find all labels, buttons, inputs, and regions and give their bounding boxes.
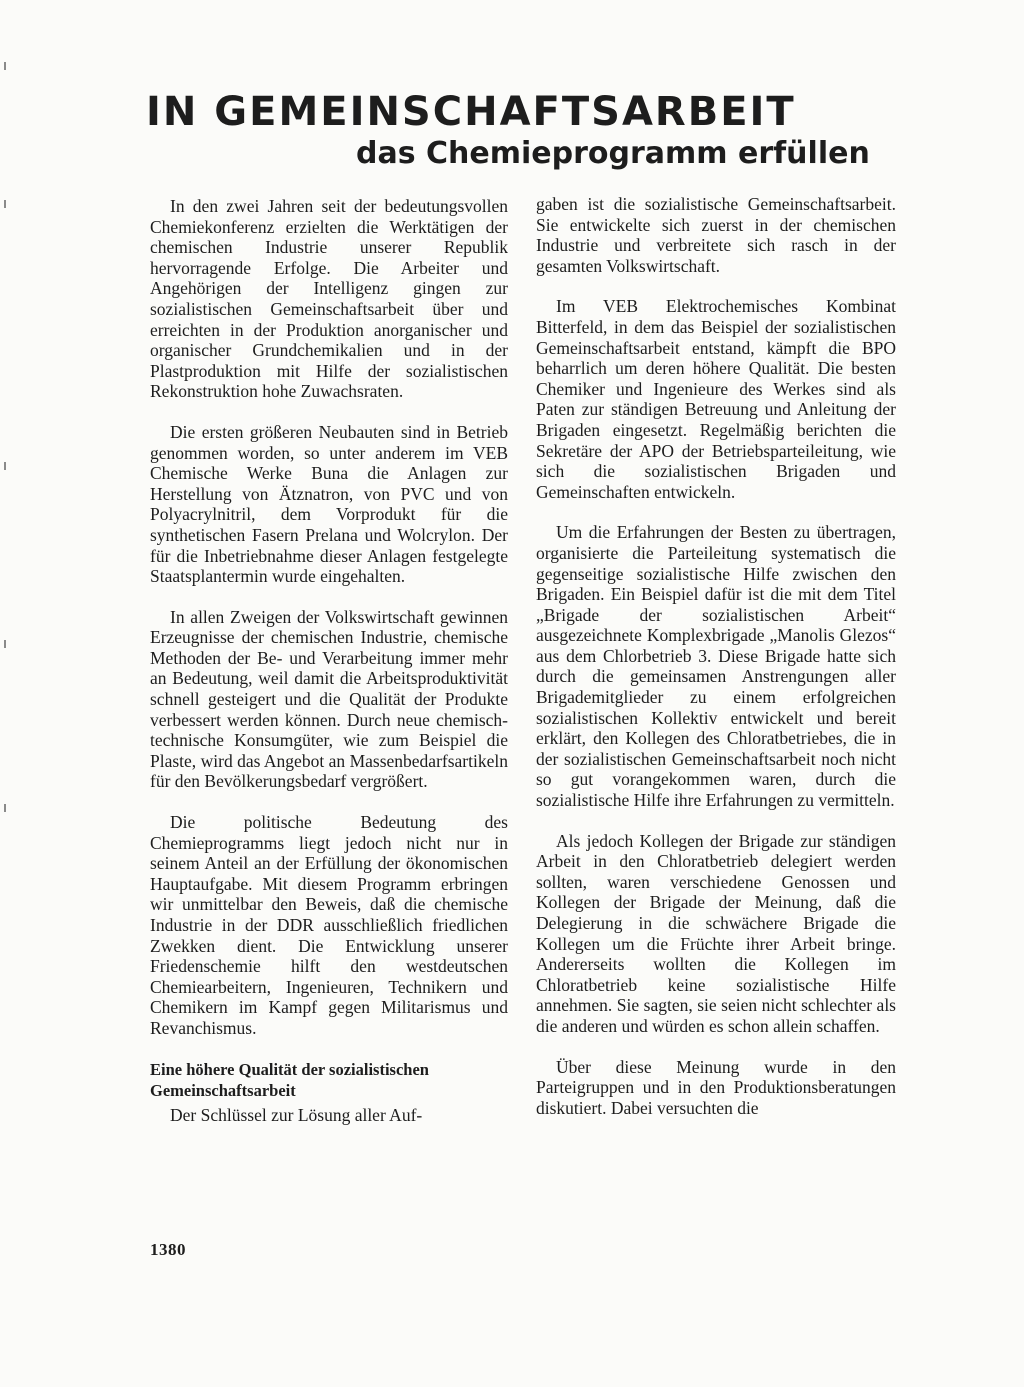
section-subheading: Eine höhere Qualität der sozialistischen Gemeinschaftsarbeit — [150, 1059, 429, 1100]
right-text-column — [536, 194, 896, 1138]
headline-main: IN GEMEINSCHAFTSARBEIT — [146, 89, 796, 135]
page-edge-mark — [4, 804, 6, 812]
body-paragraph: Als jedoch Kollegen der Brigade zur ständigen Arbeit in den Chloratbetrieb delegiert werden sollten, waren verschiedene Genossen und Kollegen der Brigade der Meinung, daß die Delegierung in die schwächere Brigade die Kollegen um die Früchte ihrer Arbeit bringe. Andererseits wollten die Kollegen im Chloratbetrieb keine sozialistische Hilfe annehmen. Sie sagten, sie seien nicht schlechter als die anderen und würden es schon allein schaffen. — [536, 830, 896, 1036]
body-paragraph: In den zwei Jahren seit der bedeutungsvollen Chemiekonferenz erzielten die Werktätigen der chemischen Industrie unserer Republik hervorragende Erfolge. Die Arbeiter und Angehörigen der Intelligenz gingen zur sozialistischen Gemeinschaftsarbeit über und erreichten in der Produktion anorganischer und organischer Grundchemikalien und in der Plastproduktion mit Hilfe der sozialistischen Rekonstruktion hohe Zuwachsraten. — [150, 196, 508, 402]
page-edge-mark — [4, 462, 6, 470]
body-paragraph: Der Schlüssel zur Lösung aller Auf- — [170, 1104, 423, 1125]
body-paragraph: Um die Erfahrungen der Besten zu übertragen, organisierte die Parteileitung systematisch die gegenseitige sozialistische Hilfe zwischen den Brigaden. Ein Beispiel dafür ist die mit dem Titel „Brigade der sozialistischen Arbeit“ ausgezeichnete Komplexbrigade „Manolis Glezos“ aus dem Chlorbetrieb 3. Diese Brigade hatte sich durch die gemeinsamen Anstrengungen aller Brigademitglieder zu einem erfolgreichen sozialistischen Kollektiv entwickelt und bereit erklärt, den Kollegen des Chloratbetriebes, die in der sozialistischen Gemeinschaftsarbeit noch nicht so gut vorangekommen waren, durch die sozialistische Hilfe ihre Erfahrungen zu vermitteln. — [536, 522, 896, 811]
page-edge-mark — [4, 62, 6, 70]
body-paragraph: In allen Zweigen der Volkswirtschaft gewinnen Erzeugnisse der chemischen Industrie, chemische Methoden der Be- und Verarbeitung immer mehr an Bedeutung, weil damit die Arbeitsproduktivität schnell gesteigert und die Qualität der Produkte verbessert werden können. Durch neue chemisch-technische Konsumgüter, wie zum Beispiel die Plaste, wird das Angebot an Massenbedarfsartikeln für den Bevölkerungsbedarf vergrößert. — [150, 606, 508, 792]
body-paragraph: Die ersten größeren Neubauten sind in Betrieb genommen worden, so unter anderem im VEB Chemische Werke Buna die Anlagen zur Herstellung von Ätznatron, von PVC und von Polyacrylnitril, dem Vorprodukt für die synthetischen Fasern Prelana und Wolcrylon. Der für die Inbetriebnahme dieser Anlagen festgelegte Staatsplantermin wurde eingehalten. — [150, 421, 508, 587]
body-paragraph: Im VEB Elektrochemisches Kombinat Bitterfeld, in dem das Beispiel der sozialistischen Gemeinschaftsarbeit entstand, kämpft die BPO beharrlich um deren höhere Qualität. Die besten Chemiker und Ingenieure des Werkes sind als Paten zur ständigen Betreuung und Anleitung der Brigaden eingesetzt. Regelmäßig berichten die Sekretäre der APO der Betriebsparteileitung, wie sich die sozialistischen Brigaden und Gemeinschaften entwickeln. — [536, 296, 896, 502]
body-paragraph: Die politische Bedeutung des Chemieprogramms liegt jedoch nicht nur in seinem Anteil an der Erfüllung der ökonomischen Hauptaufgabe. Mit diesem Programm erbringen wir unmittelbar den Beweis, daß die chemische Industrie in der DDR ausschließlich friedlichen Zwekken dient. Die Entwicklung unserer Friedenschemie hilft den westdeutschen Chemiearbeitern, Ingenieuren, Technikern und Chemikern im Kampf gegen Militarismus und Revanchismus. — [150, 812, 508, 1038]
headline-sub: das Chemieprogramm erfüllen — [356, 136, 870, 171]
page-number: 1380 — [150, 1240, 186, 1259]
page-edge-mark — [4, 640, 6, 648]
left-text-column — [150, 196, 508, 1145]
body-paragraph: Über diese Meinung wurde in den Parteigruppen und in den Produktionsberatungen diskutiert. Dabei versuchten die — [536, 1056, 896, 1118]
page-edge-mark — [4, 200, 6, 208]
body-paragraph: gaben ist die sozialistische Gemeinschaftsarbeit. Sie entwickelte sich zuerst in der chemischen Industrie und verbreitete sich rasch in der gesamten Volkswirtschaft. — [536, 194, 896, 276]
